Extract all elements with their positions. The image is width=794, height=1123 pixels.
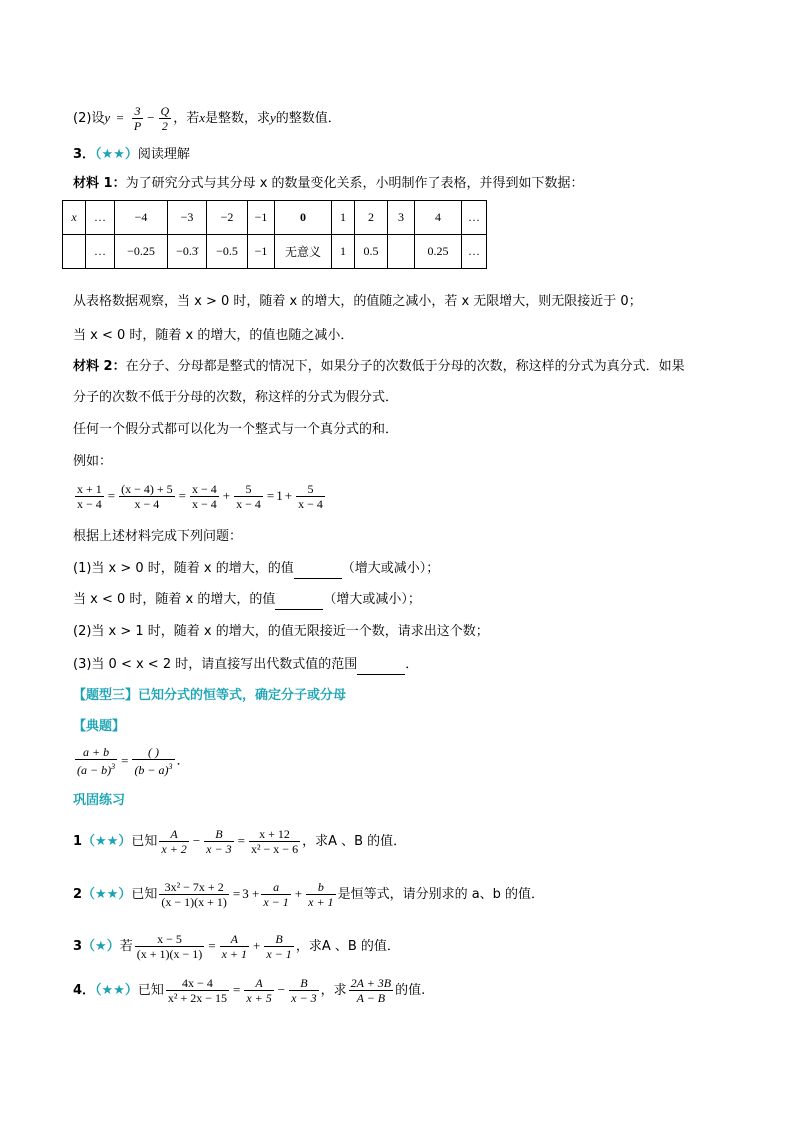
numerator: a (261, 880, 290, 895)
fraction (119, 482, 175, 511)
text: 的值. (395, 983, 426, 998)
denominator: x − 4 (298, 497, 323, 511)
practice-item-1: 1（★★）已知 $\frac{A}{x + 2}$ − $\frac{B}{x - 3}$ = $\frac{x + 12}{\text{x² − x − 6}}$ ，求A 、B 的值． (73, 827, 407, 856)
practice-item-2: 2（★★）已知 $\frac{\text{3x² − 7x + 2}}{(x - 1)(x + 1)}$ = 3 + $\frac{a}{x - 1}$ + $\frac{b}{x + 1}$ 是恒等式，请分别求的 a、b 的值． (73, 880, 545, 909)
numerator: 3 (132, 104, 143, 119)
denominator: x − 4 (134, 497, 160, 511)
exponent: 3 (111, 762, 116, 771)
material-label: 材料 1： (73, 176, 126, 191)
text: 当 x < 0 时，随着 x 的增大，的值 (73, 592, 276, 607)
table-cell: 1 (332, 201, 355, 235)
minus-sign: − (147, 110, 155, 125)
fraction-3-over-p (132, 104, 143, 133)
fraction (75, 482, 104, 511)
fraction (166, 976, 229, 1005)
numerator: 5 (234, 482, 263, 497)
question-2-part-2 (73, 104, 341, 133)
denominator: x² − x − 6 (250, 842, 299, 856)
answer-blank[interactable] (294, 564, 342, 579)
denominator: A − B (356, 991, 386, 1005)
denominator: x − 1 (263, 895, 289, 909)
example-label: 例如： (73, 454, 113, 469)
numerator: B (289, 976, 318, 991)
difficulty-stars: （★★） (95, 147, 138, 162)
instruction: 根据上述材料完成下列问题： (73, 529, 243, 544)
text: （增大或减小）； (323, 592, 421, 607)
numerator: ( ) (132, 745, 174, 760)
observation-2: 当 x < 0 时，随着 x 的增大，的值也随之减小． (73, 328, 354, 343)
denominator: x − 4 (192, 497, 217, 511)
fraction (296, 482, 325, 511)
numerator: B (204, 827, 233, 842)
fraction (234, 482, 263, 511)
denominator: x + 1 (221, 947, 248, 961)
var-x: x (199, 110, 205, 125)
fraction (159, 880, 229, 909)
material-2-line-2: 分子的次数不低于分母的次数，称这样的分式为假分式． (73, 390, 399, 405)
numerator: A (159, 827, 188, 842)
denominator: x + 1 (308, 895, 334, 909)
part-1a (73, 559, 439, 579)
constant-term: 3 + (242, 886, 260, 901)
table-cell: … (462, 201, 487, 235)
table-cell: −1 (248, 201, 275, 235)
material-label: 材料 2： (73, 359, 126, 374)
typical-label: 【典题】 (73, 719, 126, 734)
table-cell: … (86, 235, 115, 269)
difficulty-stars: （★★） (82, 887, 132, 902)
material-1 (73, 174, 584, 194)
table-cell: 0.25 (415, 235, 462, 269)
fraction (135, 932, 205, 961)
table-cell: 4 (415, 201, 462, 235)
text: （增大或减小）； (341, 561, 440, 576)
fraction (244, 976, 273, 1005)
table-cell (388, 235, 415, 269)
table-cell (63, 235, 86, 269)
text: ，求A 、B 的值． (295, 939, 400, 954)
numerator: 4x − 4 (166, 976, 229, 991)
denominator (132, 760, 174, 777)
material-text: 为了研究分式与其分母 x 的数量变化关系，小明制作了表格，并得到如下数据： (125, 176, 584, 191)
table-cell: 0.5 (355, 235, 388, 269)
example-equation: $\frac{x + 1}{x - 4}$ = $\frac{(x - 4) + 5}{x - 4}$ = $\frac{x - 4}{x - 4}$ + $\frac{5}{x - 4}$ = 1 + $\frac{5}{x - 4}$ (77, 482, 323, 511)
text: 已知 (131, 834, 158, 849)
difficulty-stars: （★★） (82, 834, 132, 849)
numerator: x + 12 (249, 827, 300, 842)
numerator: A (220, 932, 249, 947)
denominator (75, 760, 117, 777)
period: ． (176, 753, 190, 769)
item-number: 4． (73, 983, 96, 998)
item-number: 1 (73, 834, 83, 849)
denominator: x − 4 (77, 497, 102, 511)
question-number: 3． (73, 147, 96, 162)
text: (1)当 x > 0 时，随着 x 的增大，的值 (73, 561, 294, 576)
table-cell: −1 (248, 235, 275, 269)
fraction (289, 976, 318, 1005)
part-2: (2)当 x > 1 时，随着 x 的增大，的值无限接近一个数，请求出这个数； (73, 624, 489, 639)
observation-1: 从表格数据观察，当 x > 0 时，随着 x 的增大，的值随之减小，若 x 无限增大，则无限接近于 0； (73, 294, 642, 309)
material-2-line-3: 任何一个假分式都可以化为一个整式与一个真分式的和． (73, 422, 399, 437)
numerator: B (264, 932, 293, 947)
denominator: P (133, 119, 142, 133)
table-cell: … (86, 201, 115, 235)
text: ． (405, 657, 419, 672)
denominator: (x + 1)(x − 1) (136, 947, 203, 961)
part-1b (73, 590, 421, 610)
table-cell: 2 (355, 201, 388, 235)
table-cell: … (462, 235, 487, 269)
numerator: (x − 4) + 5 (121, 482, 173, 496)
practice-label: 巩固练习 (73, 793, 126, 808)
part-3 (73, 655, 418, 675)
answer-blank[interactable] (275, 595, 323, 610)
table-cell: 无意义 (275, 235, 332, 269)
denominator: x² + 2x − 15 (167, 991, 228, 1005)
numerator: a + b (75, 745, 117, 760)
fraction (75, 745, 117, 777)
table-cell: 3 (388, 201, 415, 235)
data-table (62, 200, 487, 269)
numerator: 5 (296, 482, 325, 497)
material-text: 在分子、分母都是整式的情况下，如果分子的次数低于分母的次数，称这样的分式为真分式．如果 (125, 359, 685, 374)
text: ，求A 、B 的值． (302, 834, 407, 849)
var-y: y (104, 110, 111, 125)
fraction (306, 880, 335, 909)
fraction (204, 827, 233, 856)
denominator: x − 3 (291, 991, 317, 1005)
table-row-x (63, 201, 487, 235)
denominator: x − 4 (236, 497, 261, 511)
equals-sign: = (116, 110, 124, 125)
material-2 (73, 357, 685, 377)
denominator: (x − 1)(x + 1) (161, 895, 227, 909)
denominator: x + 5 (246, 991, 272, 1005)
text: 已知 (137, 983, 164, 998)
table-cell: −2 (207, 201, 248, 235)
fraction (132, 745, 174, 777)
fraction (190, 482, 219, 511)
text: ，若 (173, 111, 200, 126)
text: 是整数，求 (204, 111, 270, 126)
denominator-base: (b − a) (134, 763, 169, 777)
table-cell: −0.5 (207, 235, 248, 269)
prefix-text: (2)设 (73, 111, 105, 126)
denominator: 2 (161, 119, 168, 133)
numerator: 2A + 3B (350, 976, 392, 990)
table-cell: 0 (275, 201, 332, 235)
difficulty-stars: （★） (82, 939, 120, 954)
answer-blank[interactable] (357, 660, 405, 675)
text: 是恒等式，请分别求的 a、b 的值． (337, 887, 545, 902)
numerator: A (244, 976, 273, 991)
text: 的整数值． (275, 111, 341, 126)
text: 若 (119, 939, 133, 954)
question-title: 阅读理解 (137, 147, 190, 162)
text: (3)当 0 < x < 2 时，请直接写出代数式值的范围 (73, 657, 358, 672)
section-heading: 【题型三】已知分式的恒等式，确定分子或分母 (73, 688, 347, 703)
fraction (264, 932, 293, 961)
denominator: x − 3 (206, 842, 232, 856)
fraction (159, 827, 188, 856)
numerator: 3x² − 7x + 2 (159, 880, 229, 895)
question-3-heading (73, 145, 190, 165)
denominator: x + 2 (161, 842, 187, 856)
table-cell: −4 (115, 201, 168, 235)
numerator: x − 4 (192, 482, 217, 496)
denominator-base: (a − b) (77, 763, 112, 777)
practice-item-3: 3（★）若 $\frac{x - 5}{(x + 1)(x - 1)}$ = $\frac{A}{x + 1}$ + $\frac{B}{x - 1}$ ，求A 、B 的值． (73, 932, 400, 961)
table-cell: −0.3̇ (168, 235, 207, 269)
item-number: 3 (73, 939, 83, 954)
table-cell: x (63, 201, 86, 235)
fraction (249, 827, 300, 856)
text: 已知 (131, 887, 158, 902)
numerator: Q (160, 104, 170, 118)
var-y: y (270, 110, 276, 125)
text: ，求 (320, 983, 347, 998)
table-cell: −0.25 (115, 235, 168, 269)
item-number: 2 (73, 887, 83, 902)
table-row-value (63, 235, 487, 269)
practice-item-4: 4．（★★）已知 $\frac{4x - 4}{\text{x² + 2x − 15}}$ = $\frac{A}{x + 5}$ − $\frac{B}{x - 3}$ ，求 $\frac{2A + 3B}{A - B}$ 的值. (73, 976, 426, 1005)
difficulty-stars: （★★） (95, 983, 138, 998)
numerator: x − 5 (135, 932, 205, 947)
numerator: x + 1 (77, 482, 102, 496)
table-cell: 1 (332, 235, 355, 269)
integer-one: 1 (276, 488, 283, 503)
fraction (349, 976, 394, 1005)
fraction (261, 880, 290, 909)
fraction (220, 932, 249, 961)
exponent: 3 (168, 762, 173, 771)
typical-equation: $\frac{a + b}{(a - b)^3}$ = $\frac{( )}{(b - a)^3}$ ． (77, 745, 190, 777)
table-cell: −3 (168, 201, 207, 235)
numerator: b (306, 880, 335, 895)
fraction-q-over-2 (159, 104, 172, 133)
denominator: x − 1 (266, 947, 292, 961)
